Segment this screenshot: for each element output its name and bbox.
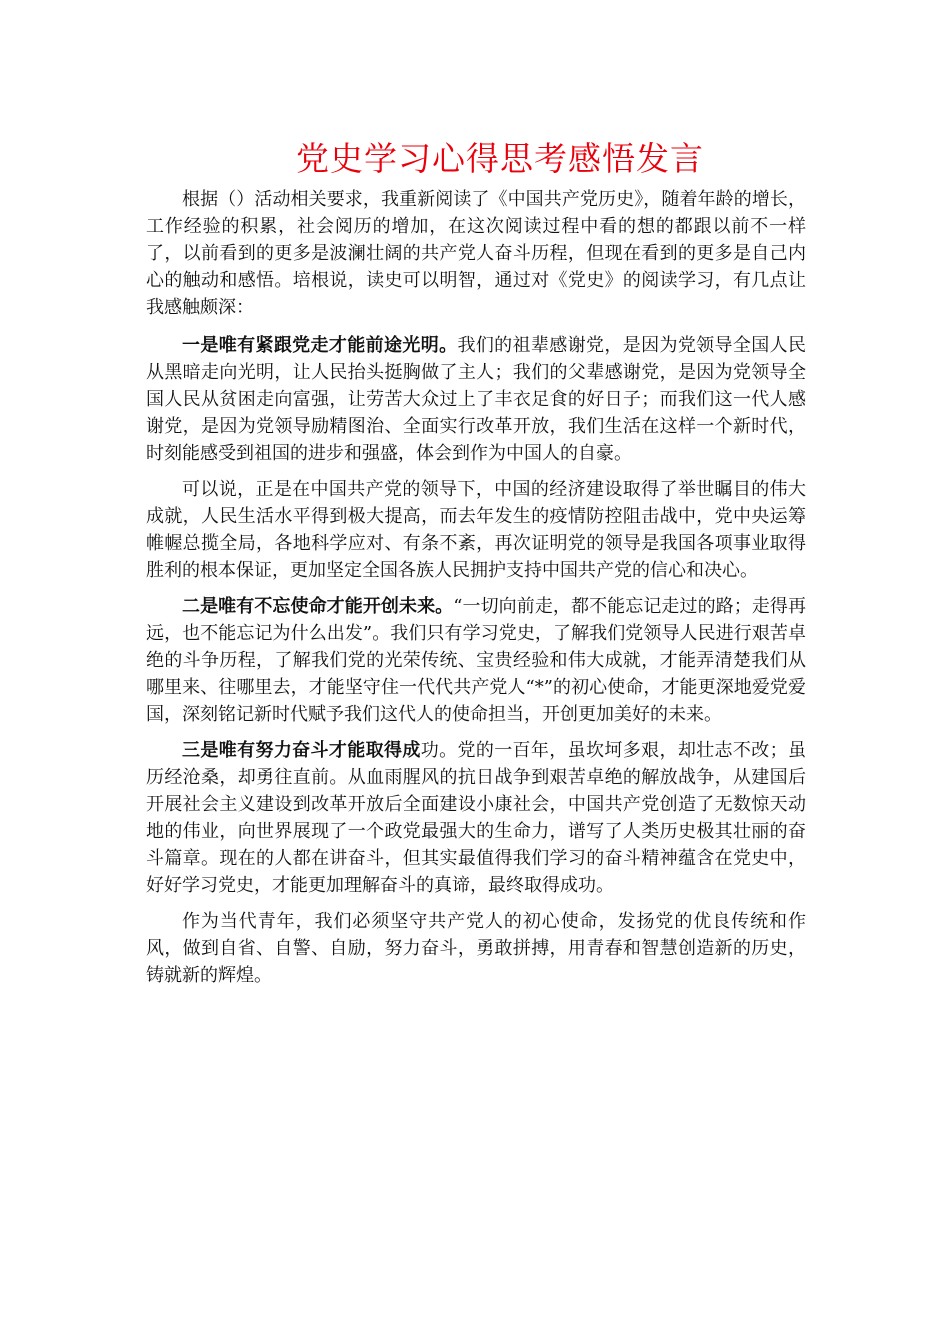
paragraph-elaboration — [146, 476, 806, 584]
paragraph-lead: 三是唯有努力奋斗才能取得成 — [182, 740, 421, 761]
document-body — [146, 186, 806, 998]
paragraph-text: 根据（）活动相关要求，我重新阅读了《中国共产党历史》，随着年龄的增长，工作经验的积累，社会阅历的增加，在这次阅读过程中看的想的都跟以前不一样了，以前看到的更多是波澜壮阔的共产党人奋斗历程，但现在看到的更多是自己内心的触动和感悟。培根说，读史可以明智，通过对《党史》的阅读学习，有几点让我感触颇深： — [146, 189, 806, 318]
paragraph-text: 功。党的一百年，虽坎坷多艰，却壮志不改；虽历经沧桑，却勇往直前。从血雨腥风的抗日战争到艰苦卓绝的解放战争，从建国后开展社会主义建设到改革开放后全面建设小康社会，中国共产党创造了无数惊天动地的伟业，向世界展现了一个政党最强大的生命力，谱写了人类历史极其壮丽的奋斗篇章。现在的人都在讲奋斗，但其实最值得我们学习的奋斗精神蕴含在党史中，好好学习党史，才能更加理解奋斗的真谛，最终取得成功。 — [146, 740, 807, 896]
paragraph-text: 可以说，正是在中国共产党的领导下，中国的经济建设取得了举世瞩目的伟大成就，人民生活水平得到极大提高，而去年发生的疫情防控阻击战中，党中央运筹帷幄总揽全局，各地科学应对、有条不紊，再次证明党的领导是我国各项事业取得胜利的根本保证，更加坚定全国各族人民拥护支持中国共产党的信心和决心。 — [146, 479, 806, 581]
paragraph-text: 作为当代青年，我们必须坚守共产党人的初心使命，发扬党的优良传统和作风，做到自省、自警、自励，努力奋斗，勇敢拼搏，用青春和智慧创造新的历史，铸就新的辉煌。 — [146, 911, 806, 986]
paragraph-lead: 一是唯有紧跟党走才能前途光明。 — [182, 335, 458, 356]
paragraph-point-two — [146, 593, 806, 728]
paragraph-intro — [146, 186, 806, 321]
paragraph-lead: 二是唯有不忘使命才能开创未来。 — [182, 596, 454, 617]
document-title: 党史学习心得思考感悟发言 — [296, 139, 704, 178]
paragraph-text: “一切向前走，都不能忘记走过的路；走得再远，也不能忘记为什么出发”。我们只有学习党史，了解我们党领导人民进行艰苦卓绝的斗争历程，了解我们党的光荣传统、宝贵经验和伟大成就，才能弄清楚我们从哪里来、往哪里去，才能坚守住一代代共产党人“*”的初心使命，才能更深地爱党爱国，深刻铭记新时代赋予我们这代人的使命担当，开创更加美好的未来。 — [146, 596, 806, 725]
paragraph-point-one — [146, 332, 806, 467]
paragraph-point-three — [146, 737, 806, 899]
paragraph-conclusion — [146, 908, 806, 989]
paragraph-text: 我们的祖辈感谢党，是因为党领导全国人民从黑暗走向光明，让人民抬头挺胸做了主人；我们的父辈感谢党，是因为党领导全国人民从贫困走向富强，让劳苦大众过上了丰衣足食的好日子；而我们这一代人感谢党，是因为党领导励精图治、全面实行改革开放，我们生活在这样一个新时代，时刻能感受到祖国的进步和强盛，体会到作为中国人的自豪。 — [146, 335, 806, 464]
